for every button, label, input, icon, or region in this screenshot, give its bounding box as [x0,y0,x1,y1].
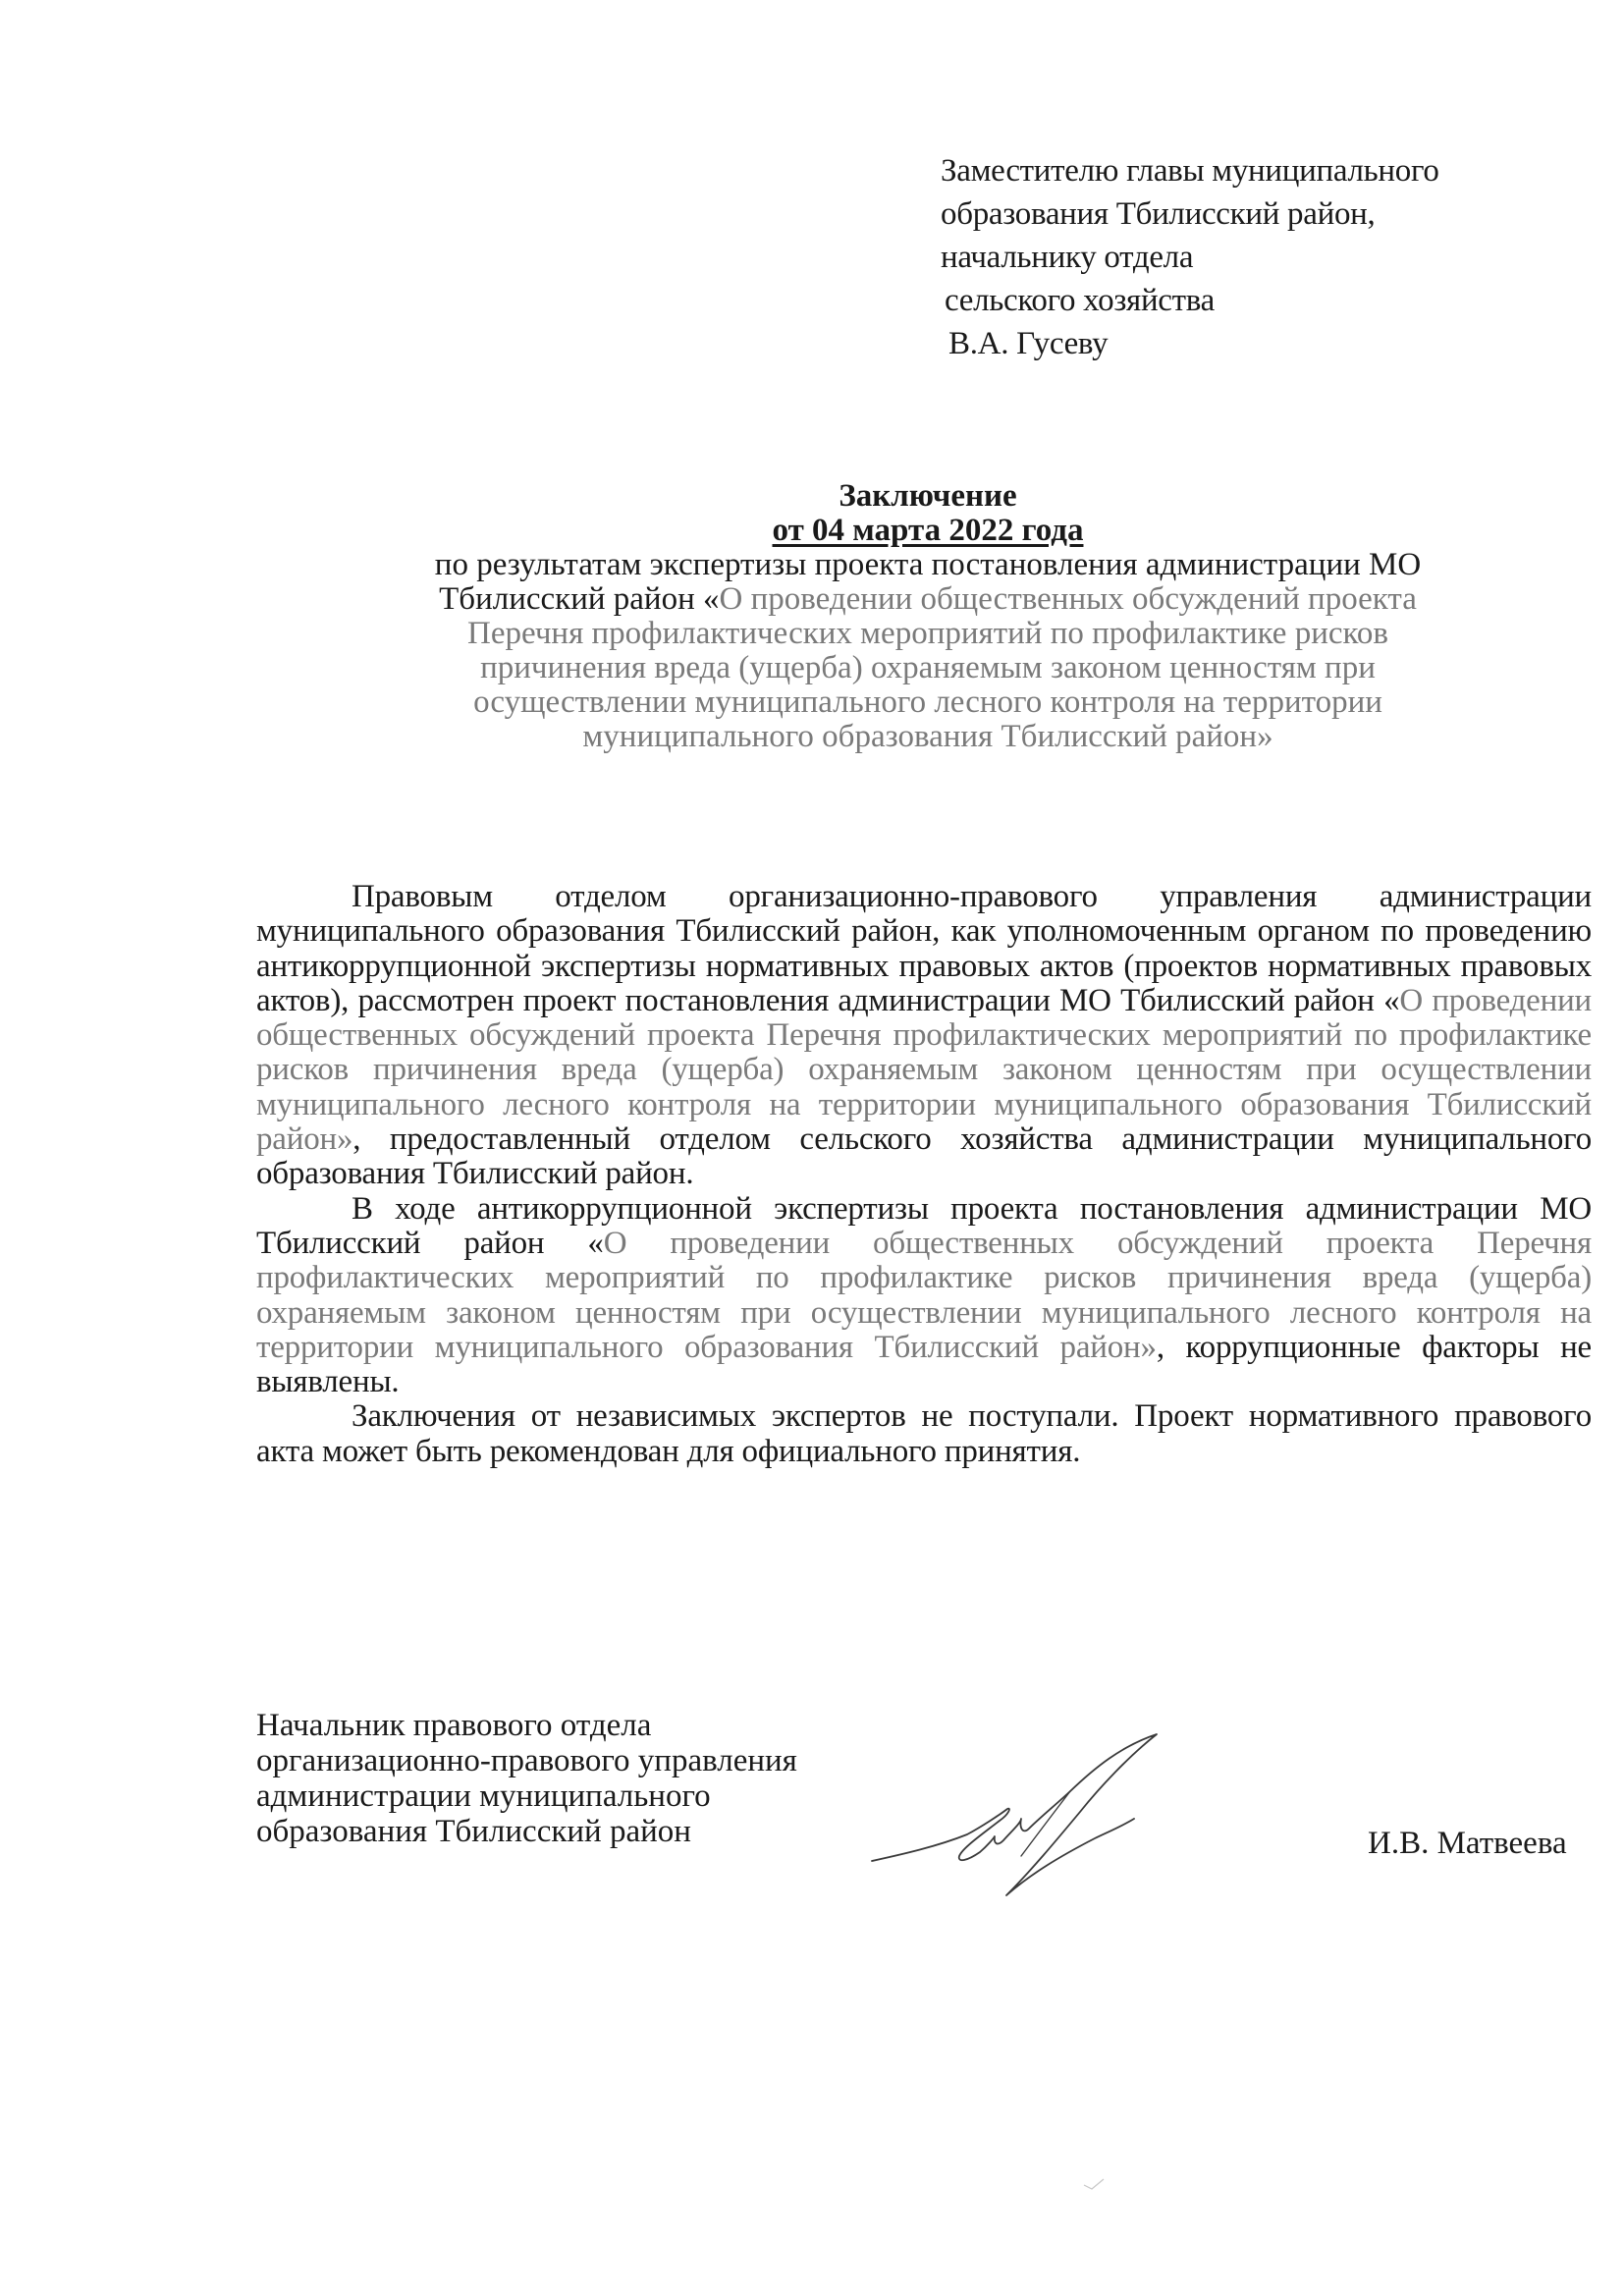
document-body [256,880,1592,1469]
body-paragraph-1 [256,880,1592,1192]
signatory-position-line: организационно-правового управления [256,1743,797,1778]
quoted-project-title: О проведении общественных обсуждений проекта Перечня профилактических мероприятий по профилактике рисков причинения вреда (ущерба) охраняемым законом ценностям при осуществлении муниципального лесного контроля на территории муниципального образования Тбилисский район» [256,1225,1592,1365]
subject-intro: по результатам экспертизы проекта постановления администрации МО [434,547,1422,582]
signatory-position-line: образования Тбилисский район [256,1814,691,1849]
subject-faded-text: О проведении общественных обсуждений проекта [719,581,1417,617]
paragraph-tail: , коррупционные факторы не выявлены. [256,1329,1592,1400]
document-date: от 04 марта 2022 года [772,513,1084,548]
paragraph-tail: , предоставленный отделом сельского хозяйства администрации муниципального образования Тбилисский район. [256,1121,1592,1192]
subject-line: причинения вреда (ущерба) охраняемым законом ценностям при [480,650,1376,685]
scan-mark-icon [1080,2175,1110,2195]
addressee-name: В.А. Гусеву [948,326,1109,361]
addressee-line: сельского хозяйства [945,283,1215,318]
subject-dark-text: Тбилисский район « [439,581,720,617]
paragraph-lead: В ходе антикоррупционной экспертизы проекта постановления администрации МО Тбилисский район « [256,1190,1592,1261]
signatory-name: И.В. Матвеева [1368,1826,1567,1861]
quoted-project-title: О проведении общественных обсуждений проекта Перечня профилактических мероприятий по профилактике рисков причинения вреда (ущерба) охраняемым законом ценностям при осуществлении муниципального лесного контроля на территории муниципального образования Тбилисский район» [256,982,1592,1158]
addressee-block [941,149,1439,365]
body-paragraph-2 [256,1192,1592,1400]
subject-line: муниципального образования Тбилисский район» [582,719,1273,754]
subject-line [363,582,1492,617]
handwritten-signature-icon [864,1689,1159,1925]
addressee-line: Заместителю главы муниципального [941,153,1439,189]
document-title-block [363,479,1492,754]
signatory-position [256,1708,797,1849]
subject-line: осуществлении муниципального лесного контроля на территории [473,684,1382,720]
paragraph-lead: Правовым отделом организационно-правового управления администрации муниципального образования Тбилисский район, как уполномоченным органом по проведению антикоррупционной экспертизы нормативных правовых актов (проектов нормативных правовых актов), рассмотрен проект постановления администрации МО Тбилисский район « [256,879,1592,1018]
document-heading: Заключение [839,478,1017,514]
signatory-position-line: администрации муниципального [256,1778,711,1814]
addressee-line: образования Тбилисский район, [941,196,1376,232]
body-paragraph-3: Заключения от независимых экспертов не поступали. Проект нормативного правового акта может быть рекомендован для официального принятия. [256,1398,1592,1469]
addressee-line: начальнику отдела [941,240,1194,275]
subject-line: Перечня профилактических мероприятий по профилактике рисков [467,616,1388,651]
signatory-position-line: Начальник правового отдела [256,1708,652,1743]
